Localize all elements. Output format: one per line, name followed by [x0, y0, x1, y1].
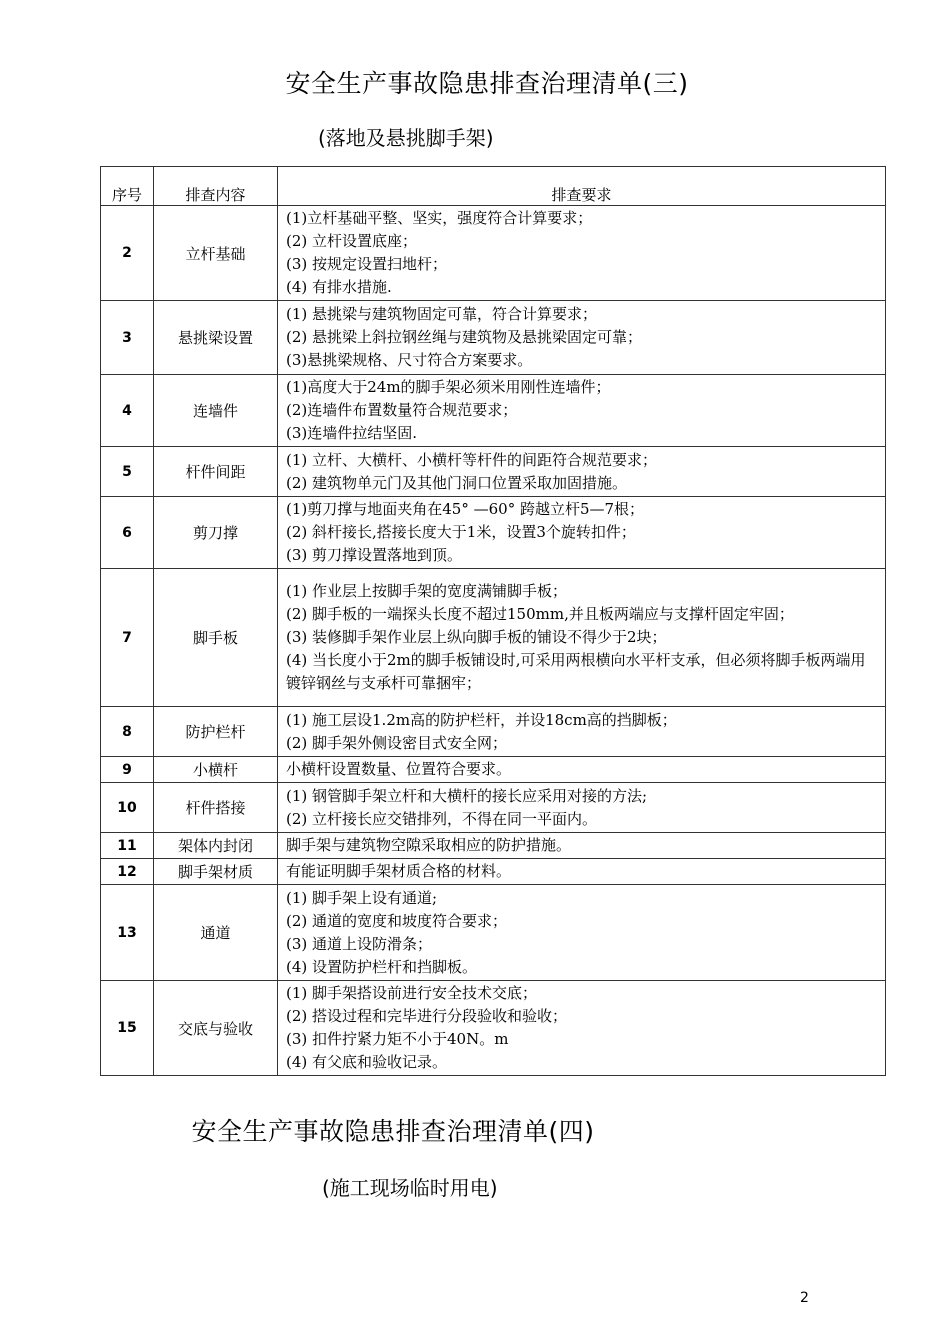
row-number: 15	[101, 981, 154, 1076]
table-row	[101, 447, 886, 497]
requirement-line: (4) 当长度小于2m的脚手板铺设时,可采用两根横向水平杆支承，但必须将脚手板两端用镀锌钢丝与支承杆可靠捆牢；	[286, 651, 866, 692]
row-item: 连墙件	[154, 375, 278, 447]
requirement-line: (2) 脚手架外侧设密目式安全网；	[286, 733, 508, 752]
requirement-line: (1)剪刀撑与地面夹角在45° —60° 跨越立杆5—7根；	[286, 500, 645, 518]
row-requirements	[278, 757, 886, 783]
row-item: 悬挑梁设置	[154, 301, 278, 375]
row-number: 6	[101, 497, 154, 569]
row-item: 杆件搭接	[154, 783, 278, 833]
page-title: 安全生产事故隐患排查治理清单(三)	[285, 69, 689, 98]
requirement-line: (3) 装修脚手架作业层上纵向脚手板的铺设不得少于2块；	[286, 628, 667, 646]
row-item: 通道	[154, 885, 278, 981]
requirement-line: (3) 扣件拧紧力矩不小于40N。m	[286, 1030, 509, 1048]
requirement-line: (4) 有排水措施.	[286, 278, 392, 296]
row-requirements	[278, 375, 886, 447]
requirement-line: (1)高度大于24m的脚手架必须米用刚性连墙件；	[286, 378, 611, 396]
requirement-line: (2) 悬挑梁上斜拉钢丝绳与建筑物及悬挑梁固定可靠；	[286, 328, 643, 346]
row-number: 9	[101, 757, 154, 783]
table-row	[101, 569, 886, 707]
row-item: 架体内封闭	[154, 833, 278, 859]
page-number: 2	[800, 1290, 809, 1306]
row-item: 小横杆	[154, 757, 278, 783]
row-requirements	[278, 833, 886, 859]
requirement-line: 脚手架与建筑物空隙采取相应的防护措施。	[286, 836, 572, 854]
section-subtitle: (施工现场临时用电)	[322, 1176, 498, 1200]
requirement-line: (3) 剪刀撑设置落地到顶。	[286, 546, 463, 564]
requirement-line: (1) 脚手架上设有通道;	[286, 888, 438, 907]
row-item: 杆件间距	[154, 447, 278, 497]
row-requirements	[278, 447, 886, 497]
requirement-line: 有能证明脚手架材质合格的材料。	[286, 862, 512, 880]
requirement-line: (1) 作业层上按脚手架的宽度满铺脚手板；	[286, 582, 568, 600]
row-number: 12	[101, 859, 154, 885]
requirement-line: (2) 斜杆接长,搭接长度大于1米，设置3个旋转扣件；	[286, 523, 636, 541]
requirement-line: (2) 立杆接长应交错排列，不得在同一平面内。	[286, 809, 598, 828]
table-row	[101, 885, 886, 981]
row-number: 10	[101, 783, 154, 833]
requirement-line: (3)连墙件拉结坚固.	[286, 424, 418, 442]
requirement-line: (1)立杆基础平整、坚实，强度符合计算要求；	[286, 209, 593, 227]
row-number: 7	[101, 569, 154, 707]
row-requirements	[278, 569, 886, 707]
row-number: 8	[101, 707, 154, 757]
page-subtitle: (落地及悬挑脚手架)	[318, 126, 494, 150]
requirement-line: (1) 立杆、大横杆、小横杆等杆件的间距符合规范要求；	[286, 450, 658, 469]
row-requirements	[278, 206, 886, 301]
table-row	[101, 833, 886, 859]
header-requirements: 排查要求	[278, 167, 886, 206]
requirement-line: (3) 按规定设置扫地杆；	[286, 255, 448, 273]
section-title: 安全生产事故隐患排查治理清单(四)	[191, 1117, 595, 1146]
row-item: 脚手架材质	[154, 859, 278, 885]
header-number: 序号	[101, 167, 154, 206]
requirement-line: (2) 通道的宽度和坡度符合要求；	[286, 911, 508, 930]
inspection-table	[100, 166, 886, 1076]
row-number: 4	[101, 375, 154, 447]
table-row	[101, 757, 886, 783]
row-requirements	[278, 783, 886, 833]
table-row	[101, 375, 886, 447]
requirement-line: (4) 设置防护栏杆和挡脚板。	[286, 957, 478, 976]
row-requirements	[278, 707, 886, 757]
requirement-line: (2) 建筑物单元门及其他门洞口位置采取加固措施。	[286, 473, 628, 492]
requirement-line: (1) 脚手架搭设前进行安全技术交底；	[286, 984, 538, 1002]
row-requirements	[278, 497, 886, 569]
row-requirements	[278, 301, 886, 375]
row-item: 脚手板	[154, 569, 278, 707]
requirement-line: (2) 立杆设置底座；	[286, 232, 418, 250]
table-header-row	[101, 167, 886, 206]
table-row	[101, 301, 886, 375]
requirement-line: (2)连墙件布置数量符合规范要求；	[286, 401, 518, 419]
requirement-line: (2) 脚手板的一端探头长度不超过150mm,并且板两端应与支撑杆固定牢固；	[286, 605, 794, 623]
table-row	[101, 981, 886, 1076]
table-row	[101, 497, 886, 569]
row-number: 11	[101, 833, 154, 859]
requirement-line: (1) 钢管脚手架立杆和大横杆的接长应采用对接的方法;	[286, 786, 648, 805]
table-body	[101, 206, 886, 1076]
header-item: 排查内容	[154, 167, 278, 206]
requirement-line: (3) 通道上设防滑条；	[286, 934, 433, 953]
table-row	[101, 859, 886, 885]
row-number: 5	[101, 447, 154, 497]
row-number: 3	[101, 301, 154, 375]
row-item: 立杆基础	[154, 206, 278, 301]
requirement-line: (1) 施工层设1.2m高的防护栏杆，并设18cm高的挡脚板；	[286, 710, 677, 729]
table-row	[101, 783, 886, 833]
requirement-line: (3)悬挑梁规格、尺寸符合方案要求。	[286, 351, 533, 369]
row-requirements	[278, 859, 886, 885]
requirement-line: 小横杆设置数量、位置符合要求。	[286, 760, 512, 778]
row-item: 剪刀撑	[154, 497, 278, 569]
row-requirements	[278, 981, 886, 1076]
row-item: 防护栏杆	[154, 707, 278, 757]
table-row	[101, 206, 886, 301]
table-row	[101, 707, 886, 757]
row-number: 2	[101, 206, 154, 301]
requirement-line: (4) 有父底和验收记录。	[286, 1053, 448, 1071]
row-number: 13	[101, 885, 154, 981]
requirement-line: (1) 悬挑梁与建筑物固定可靠，符合计算要求；	[286, 305, 598, 323]
row-requirements	[278, 885, 886, 981]
requirement-line: (2) 搭设过程和完毕进行分段验收和验收；	[286, 1007, 568, 1025]
row-item: 交底与验收	[154, 981, 278, 1076]
